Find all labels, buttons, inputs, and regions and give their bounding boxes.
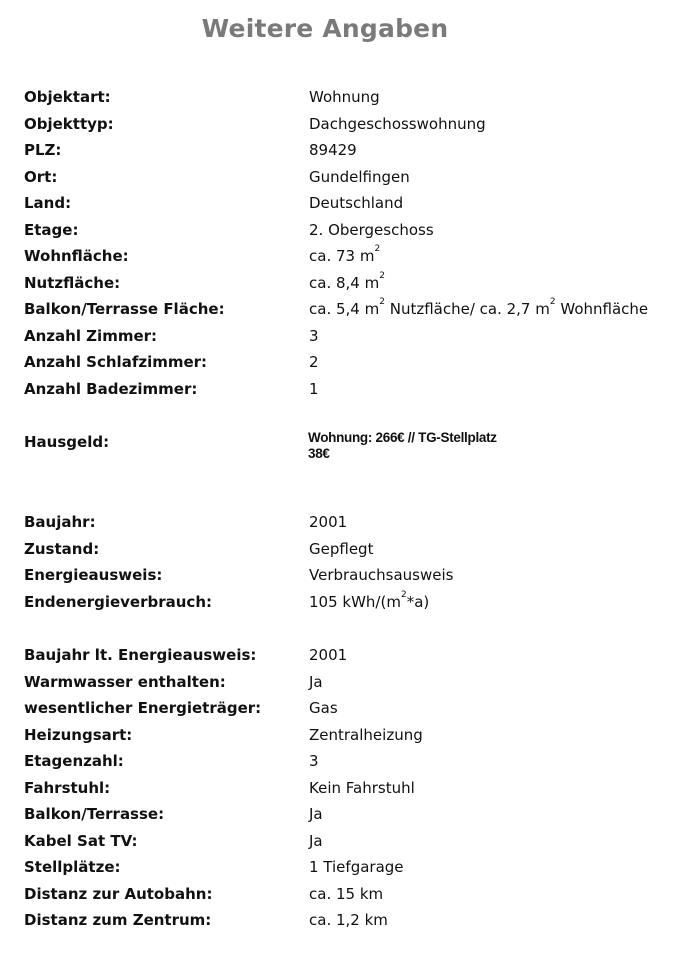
hausgeld-line-1: Wohnung: 266€ // TG-Stellplatz (308, 430, 497, 445)
row-baujahr (0, 513, 696, 535)
field-value: 105 kWh/$(m^2*a)$ (309, 590, 430, 611)
field-label: Hausgeld: (24, 433, 110, 451)
row-endenergieverbrauch (0, 590, 696, 615)
row-anzahl-badezimmer (0, 380, 696, 402)
field-value: Deutschland (309, 194, 404, 212)
field-value: Gepflegt (309, 540, 374, 558)
field-label: Kabel Sat TV: (24, 832, 138, 850)
row-balkon-flaeche (0, 297, 696, 322)
field-label: Wohnfläche: (24, 247, 129, 265)
field-label: Objekttyp: (24, 115, 114, 133)
row-stellplaetze (0, 858, 696, 880)
field-value: 2001 (309, 646, 348, 664)
hausgeld-line-2: 38€ (308, 446, 330, 461)
page-title: Weitere Angaben (201, 14, 449, 43)
field-label: Endenergieverbrauch: (24, 593, 212, 611)
field-value: Kein Fahrstuhl (309, 779, 415, 797)
row-plz (0, 141, 696, 163)
field-label: Distanz zur Autobahn: (24, 885, 213, 903)
field-label: Fahrstuhl: (24, 779, 111, 797)
row-warmwasser (0, 673, 696, 695)
field-label: Energieausweis: (24, 566, 163, 584)
field-value: ca. 15 km (309, 885, 384, 903)
field-value: Gundelfingen (309, 168, 410, 186)
row-objektart (0, 88, 696, 110)
row-nutzflaeche (0, 271, 696, 296)
row-land (0, 194, 696, 216)
row-balkon-terrasse (0, 805, 696, 827)
field-value: Zentralheizung (309, 726, 423, 744)
row-anzahl-zimmer (0, 327, 696, 349)
row-baujahr-energieausweis (0, 646, 696, 668)
field-value: ca. 8,4 $m^2$ (309, 271, 385, 292)
field-value: Gas (309, 699, 338, 717)
field-label: Zustand: (24, 540, 100, 558)
row-distanz-zentrum (0, 911, 696, 933)
field-label: Anzahl Zimmer: (24, 327, 158, 345)
field-label: Warmwasser enthalten: (24, 673, 226, 691)
row-energietraeger (0, 699, 696, 721)
field-value: 1 Tiefgarage (309, 858, 404, 876)
row-fahrstuhl (0, 779, 696, 801)
field-label: Ort: (24, 168, 58, 186)
row-zustand (0, 540, 696, 562)
field-label: Balkon/Terrasse Fläche: (24, 300, 225, 318)
field-value: 3 (309, 327, 319, 345)
field-label: Baujahr: (24, 513, 96, 531)
row-anzahl-schlafzimmer (0, 353, 696, 375)
field-value: 3 (309, 752, 319, 770)
field-value: 1 (309, 380, 319, 398)
field-label: Nutzfläche: (24, 274, 121, 292)
field-label: Distanz zum Zentrum: (24, 911, 212, 929)
field-label: Baujahr lt. Energieausweis: (24, 646, 257, 664)
field-value: ca. 1,2 km (309, 911, 388, 929)
field-value: Ja (309, 673, 323, 691)
row-wohnflaeche (0, 244, 696, 269)
field-value: Verbrauchsausweis (309, 566, 454, 584)
row-heizungsart (0, 726, 696, 748)
row-etagenzahl (0, 752, 696, 774)
field-label: Anzahl Badezimmer: (24, 380, 198, 398)
field-label: Etage: (24, 221, 79, 239)
field-value: Wohnung (309, 88, 380, 106)
field-label: Etagenzahl: (24, 752, 124, 770)
field-label: Balkon/Terrasse: (24, 805, 165, 823)
field-value: 89429 (309, 141, 357, 159)
field-label: Heizungsart: (24, 726, 133, 744)
field-value: 2001 (309, 513, 348, 531)
field-label: Stellplätze: (24, 858, 121, 876)
row-kabel-sat-tv (0, 832, 696, 854)
field-label: Objektart: (24, 88, 111, 106)
field-label: PLZ: (24, 141, 62, 159)
field-label: Anzahl Schlafzimmer: (24, 353, 208, 371)
field-value: 2. Obergeschoss (309, 221, 434, 239)
field-value: ca. 5,4 $m^2$ Nutzfläche/ ca. 2,7 $m^2$ Wohnfläche (309, 297, 649, 318)
field-value: 2 (309, 353, 319, 371)
row-energieausweis (0, 566, 696, 588)
field-value: Dachgeschosswohnung (309, 115, 486, 133)
row-distanz-autobahn (0, 885, 696, 907)
field-label: wesentlicher Energieträger: (24, 699, 262, 717)
field-label: Land: (24, 194, 72, 212)
row-ort (0, 168, 696, 190)
row-objekttyp (0, 115, 696, 137)
field-value: Ja (309, 805, 323, 823)
row-hausgeld (0, 430, 696, 469)
row-etage (0, 221, 696, 243)
field-value: ca. 73 $m^2$ (309, 244, 381, 265)
field-value: Ja (309, 832, 323, 850)
field-value (308, 430, 568, 462)
